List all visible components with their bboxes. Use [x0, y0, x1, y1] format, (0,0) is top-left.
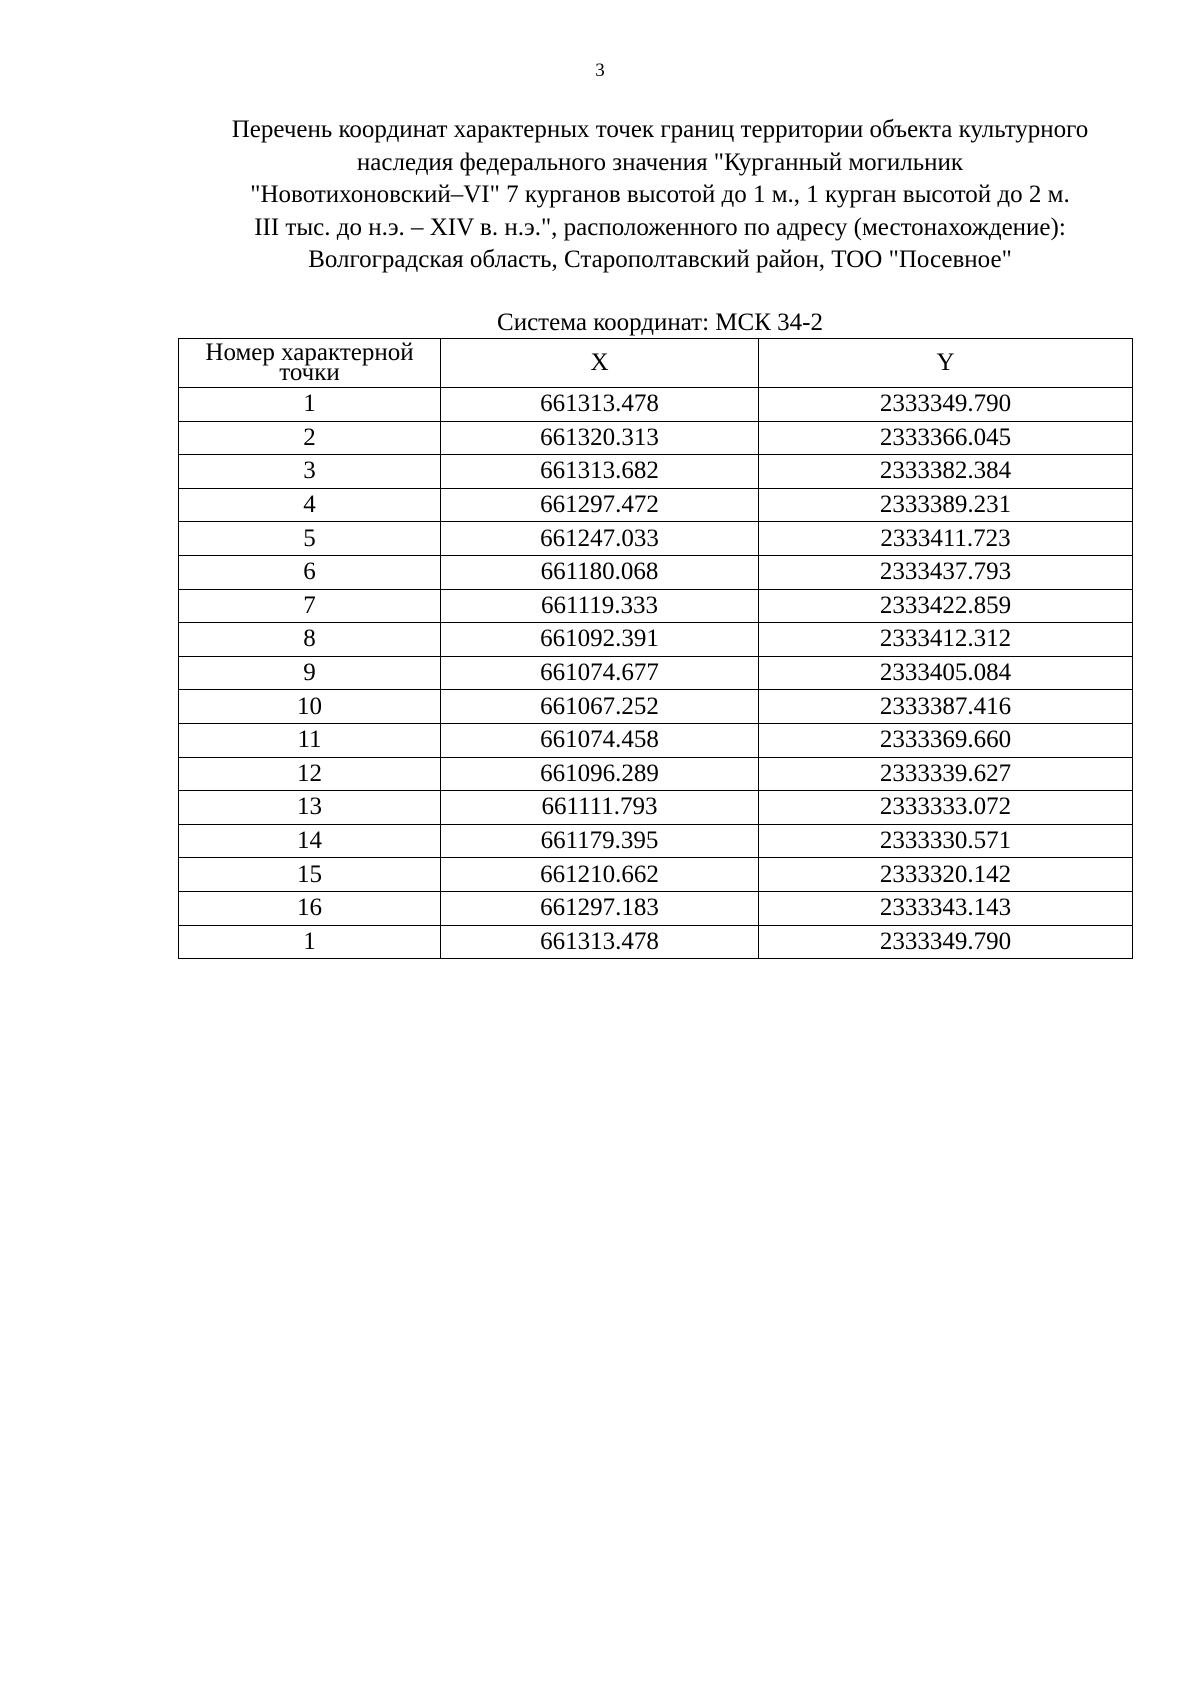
table-body	[179, 388, 1133, 959]
cell-point-number: 15	[179, 858, 441, 892]
cell-y: 2333422.859	[759, 589, 1133, 623]
cell-y: 2333405.084	[759, 656, 1133, 690]
cell-point-number: 6	[179, 555, 441, 589]
table-row	[179, 824, 1133, 858]
table-row	[179, 858, 1133, 892]
cell-y: 2333349.790	[759, 388, 1133, 422]
cell-y: 2333333.072	[759, 791, 1133, 825]
title-line: III тыс. до н.э. – XIV в. н.э.", расположенного по адресу (местонахождение):	[254, 213, 1066, 241]
cell-x: 661320.313	[441, 421, 759, 455]
cell-point-number: 5	[179, 522, 441, 556]
title-line: Перечень координат характерных точек границ территории объекта культурного	[231, 116, 1089, 143]
cell-x: 661297.183	[441, 891, 759, 925]
table-row	[179, 555, 1133, 589]
cell-point-number: 11	[179, 723, 441, 757]
table-row	[179, 791, 1133, 825]
cell-x: 661297.472	[441, 488, 759, 522]
cell-y: 2333411.723	[759, 522, 1133, 556]
table-row	[179, 388, 1133, 422]
cell-x: 661092.391	[441, 623, 759, 657]
cell-y: 2333412.312	[759, 623, 1133, 657]
header-y: Y	[759, 339, 1133, 388]
cell-y: 2333389.231	[759, 488, 1133, 522]
cell-y: 2333366.045	[759, 421, 1133, 455]
header-point-number: Номер характерной точки	[179, 339, 441, 388]
cell-x: 661074.677	[441, 656, 759, 690]
table-row	[179, 488, 1133, 522]
cell-point-number: 10	[179, 690, 441, 724]
title-line: наследия федерального значения "Курганный могильник	[356, 148, 964, 176]
table-row	[179, 589, 1133, 623]
document-title	[160, 114, 1160, 277]
cell-x: 661096.289	[441, 757, 759, 791]
cell-y: 2333320.142	[759, 858, 1133, 892]
cell-y: 2333382.384	[759, 455, 1133, 489]
header-x: X	[441, 339, 759, 388]
cell-x: 661111.793	[441, 791, 759, 825]
cell-x: 661247.033	[441, 522, 759, 556]
cell-y: 2333339.627	[759, 757, 1133, 791]
cell-point-number: 3	[179, 455, 441, 489]
cell-y: 2333437.793	[759, 555, 1133, 589]
page-number: 3	[595, 60, 605, 81]
cell-point-number: 1	[179, 388, 441, 422]
cell-point-number: 8	[179, 623, 441, 657]
cell-x: 661179.395	[441, 824, 759, 858]
table-row	[179, 723, 1133, 757]
cell-y: 2333330.571	[759, 824, 1133, 858]
cell-x: 661313.478	[441, 388, 759, 422]
table-row	[179, 757, 1133, 791]
cell-y: 2333349.790	[759, 925, 1133, 959]
table-row	[179, 623, 1133, 657]
table-row	[179, 421, 1133, 455]
table-row	[179, 891, 1133, 925]
cell-x: 661067.252	[441, 690, 759, 724]
table-row	[179, 690, 1133, 724]
cell-y: 2333387.416	[759, 690, 1133, 724]
cell-y: 2333369.660	[759, 723, 1133, 757]
table-row	[179, 455, 1133, 489]
cell-y: 2333343.143	[759, 891, 1133, 925]
cell-x: 661210.662	[441, 858, 759, 892]
table-header-row	[179, 339, 1133, 388]
coordinate-system-label: Система координат: МСК 34-2	[497, 309, 823, 336]
cell-point-number: 9	[179, 656, 441, 690]
cell-point-number: 12	[179, 757, 441, 791]
cell-x: 661074.458	[441, 723, 759, 757]
title-line: "Новотихоновский–VI" 7 курганов высотой до 1 м., 1 курган высотой до 2 м.	[250, 181, 1070, 208]
cell-point-number: 2	[179, 421, 441, 455]
cell-point-number: 4	[179, 488, 441, 522]
cell-x: 661119.333	[441, 589, 759, 623]
table-row	[179, 656, 1133, 690]
cell-point-number: 16	[179, 891, 441, 925]
cell-point-number: 13	[179, 791, 441, 825]
title-line: Волгоградская область, Старополтавский район, ТОО "Посевное"	[308, 246, 1012, 273]
cell-x: 661313.682	[441, 455, 759, 489]
table-row	[179, 522, 1133, 556]
cell-point-number: 1	[179, 925, 441, 959]
cell-x: 661313.478	[441, 925, 759, 959]
cell-point-number: 7	[179, 589, 441, 623]
cell-x: 661180.068	[441, 555, 759, 589]
coordinates-table	[178, 338, 1133, 959]
cell-point-number: 14	[179, 824, 441, 858]
table-row	[179, 925, 1133, 959]
